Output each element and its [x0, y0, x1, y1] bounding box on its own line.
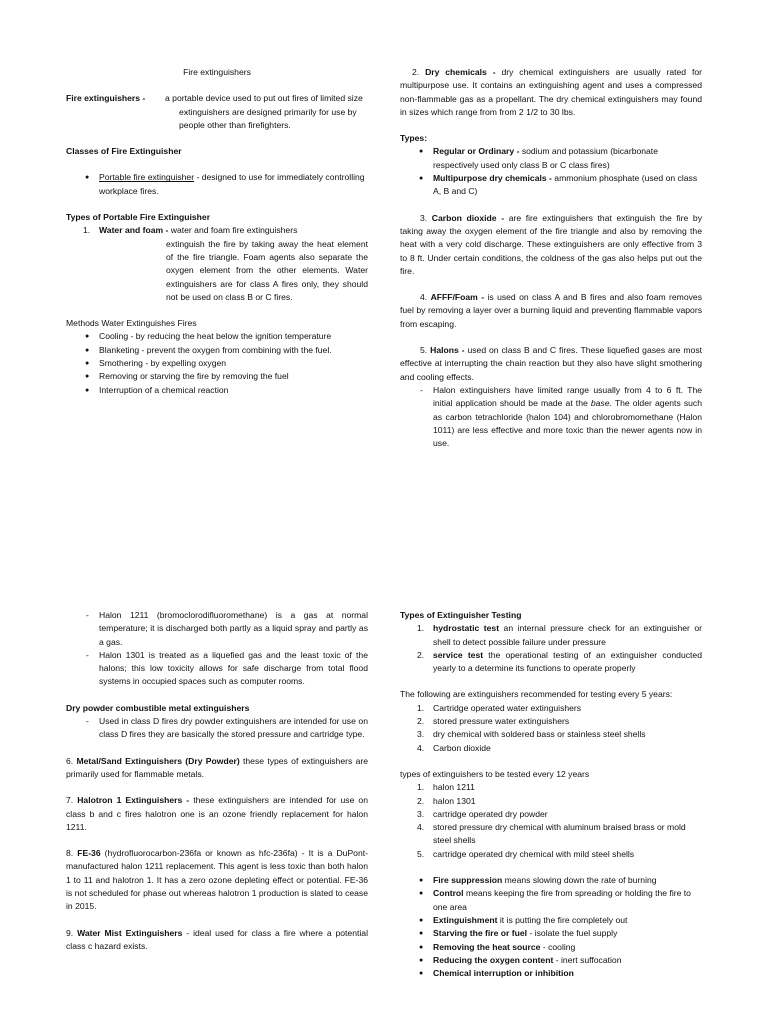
list-item: ● Starving the fire or fuel - isolate the fuel supply	[400, 927, 702, 940]
list-item: ● Removing or starving the fire by removing the fuel	[66, 370, 368, 383]
list-item: 1. halon 1211	[417, 782, 475, 793]
list-item: ● Multipurpose dry chemicals - ammonium phosphate (used on class A, B and C)	[400, 172, 702, 199]
five-year-list	[400, 702, 702, 755]
list-item: ● Control means keeping the fire from spreading or holding the fire to one area	[400, 887, 702, 914]
dry-powder-note: - Used in class D fires dry powder extinguishers are intended for use on class D fires they are basically the stored pressure and cartridge type.	[66, 715, 368, 742]
halotron-paragraph: 7. Halotron 1 Extinguishers - these extinguishers are intended for use on class b and c fires halotron one is an ozone friendly replacement for halon 1211.	[66, 795, 368, 832]
types-heading: Types of Portable Fire Extinguisher	[66, 212, 211, 223]
list-item: ● Interruption of a chemical reaction	[66, 384, 368, 397]
definition-fire-extinguishers	[66, 92, 368, 105]
list-item: 2. halon 1301	[417, 795, 476, 806]
halons-paragraph: 5. Halons - used on class B and C fires. These liquefied gases are most effective at interrupting the chain reaction but they also have slight smothering and cooling effects.	[400, 345, 703, 382]
dry-powder-heading: Dry powder combustible metal extinguishers	[66, 702, 250, 713]
bottom-right-column	[400, 609, 702, 980]
list-item: ● Removing the heat source - cooling	[400, 941, 702, 954]
list-item: 4. stored pressure dry chemical with aluminum braised brass or mold steel shells	[417, 822, 686, 846]
list-item: ● Blanketing - prevent the oxygen from combining with the fuel.	[66, 344, 368, 357]
list-item: 2. service test the operational testing of an extinguisher conducted yearly to a determine its functions to operate properly	[417, 649, 702, 674]
definition-note: - extinguishers are designed primarily for use by people other than firefighters.	[66, 106, 368, 133]
classes-heading: Classes of Fire Extinguisher	[66, 146, 182, 157]
list-item: ● Cooling - by reducing the heat below the ignition temperature	[66, 330, 368, 343]
halon-range-note: - Halon extinguishers have limited range usually from 4 to 6 ft. The initial application should be made at the base. The older agents such as carbon tetrachloride (halon 104) and chlorobromomethane (Halon 1011) are less effective and more toxic than the newer agents now in use.	[400, 384, 702, 450]
list-item: ● Chemical interruption or inhibition	[400, 967, 702, 980]
fire-control-definitions	[400, 874, 702, 980]
definition-term: Fire extinguishers -	[66, 93, 146, 104]
twelve-year-list	[400, 781, 702, 861]
dry-chemical-types	[400, 145, 702, 198]
list-item: 3. cartridge operated dry powder	[417, 808, 548, 819]
top-left-column	[66, 66, 368, 397]
dry-chemicals-paragraph: 2. Dry chemicals - dry chemical extinguishers are usually rated for multipurpose use. It contains an extinguishing agent and uses a compressed non-flammable gas as a propellant. The dry chemical extinguishers may found in sizes which range from from 2 1/2 to 30 lbs.	[400, 67, 702, 117]
list-item: ● Fire suppression means slowing down the rate of burning	[400, 874, 702, 887]
list-item: ● Extinguishment it is putting the fire completely out	[400, 914, 702, 927]
afff-foam-paragraph: 4. AFFF/Foam - is used on class A and B fires and also foam removes fuel by removing a layer over a burning liquid and preventing flammable vapors from escaping.	[400, 292, 702, 329]
water-mist-paragraph: 9. Water Mist Extinguishers - ideal used for class a fire where a potential class c hazard exists.	[66, 927, 368, 951]
metal-sand-paragraph: 6. Metal/Sand Extinguishers (Dry Powder) these types of extinguishers are primarily used for flammable metals.	[66, 755, 368, 779]
page-2	[0, 512, 768, 1024]
list-item: 1. Cartridge operated water extinguishers	[417, 702, 582, 713]
methods-list	[66, 330, 368, 396]
methods-heading: Methods Water Extinguishes Fires	[66, 318, 197, 329]
top-right-column	[400, 66, 702, 450]
classes-list	[66, 171, 368, 198]
water-foam-description: extinguish the fire by taking away the heat element of the fire triangle. Foam agents also separate the oxygen element from the other elements. Water extinguishers are for class A fires only, they should not be used on class B or C fires.	[166, 238, 368, 302]
list-item: ● Portable fire extinguisher - designed to use for immediately controlling workplace fires.	[66, 171, 368, 198]
list-item: ● Regular or Ordinary - sodium and potassium (bicarbonate respectively used only class B or C class fires)	[400, 145, 702, 172]
halon-1211-note: - Halon 1211 (bromoclorodifluoromethane) is a gas at normal temperature; it is discharged both partly as a liquid spray and partly as a gas.	[66, 609, 368, 649]
bottom-left-column	[66, 609, 368, 953]
definition-body: a portable device used to put out fires of limited size	[165, 93, 363, 104]
document-title: Fire extinguishers	[183, 67, 251, 77]
testing-list	[400, 622, 702, 675]
five-year-intro: The following are extinguishers recommended for testing every 5 years:	[400, 689, 673, 700]
list-item: 3. dry chemical with soldered bass or stainless steel shells	[417, 729, 646, 740]
twelve-year-intro: types of extinguishers to be tested every 12 years	[400, 768, 590, 779]
list-item: 4. Carbon dioxide	[417, 742, 491, 753]
halon-1301-note: - Halon 1301 is treated as a liquefied gas and the least toxic of the halons; this low toxicity allows for safe discharge from total flood systems in occupied spaces such as computer rooms.	[66, 649, 368, 689]
carbon-dioxide-paragraph: 3. Carbon dioxide - are fire extinguishers that extinguish the fire by taking away the oxygen element of the fire triangle and also by removing the heat with a very cold discharge. These extinguishers are only effective from 3 to 8 ft. Under certain conditions, the coldness of the gas also helps put out the fire.	[400, 212, 703, 276]
list-item: 5. cartridge operated dry chemical with mild steel shells	[417, 848, 635, 859]
list-item: ● Reducing the oxygen content - inert suffocation	[400, 954, 702, 967]
types-label: Types:	[400, 133, 428, 144]
testing-heading: Types of Extinguisher Testing	[400, 610, 522, 620]
list-item: ● Smothering - by expelling oxygen	[66, 357, 368, 370]
list-item: 1. hydrostatic test an internal pressure check for an extinguisher or shell to detect possible failure under pressure	[417, 623, 702, 647]
list-item: 2. stored pressure water extinguishers	[417, 716, 570, 727]
fe36-paragraph: 8. FE-36 (hydrofluorocarbon-236fa or known as hfc-236fa) - It is a DuPont-manufactured halon 1211 replacement. This agent is less toxic than both halon 1 to 11 and halotron 1. It has a zero ozone depleting effect or potential. FE-36 is not scheduled for phase out whereas halotron 1 production is slated to cease in 2015.	[66, 848, 368, 912]
water-foam-item: 1. Water and foam - water and foam fire extinguishers	[83, 225, 298, 236]
